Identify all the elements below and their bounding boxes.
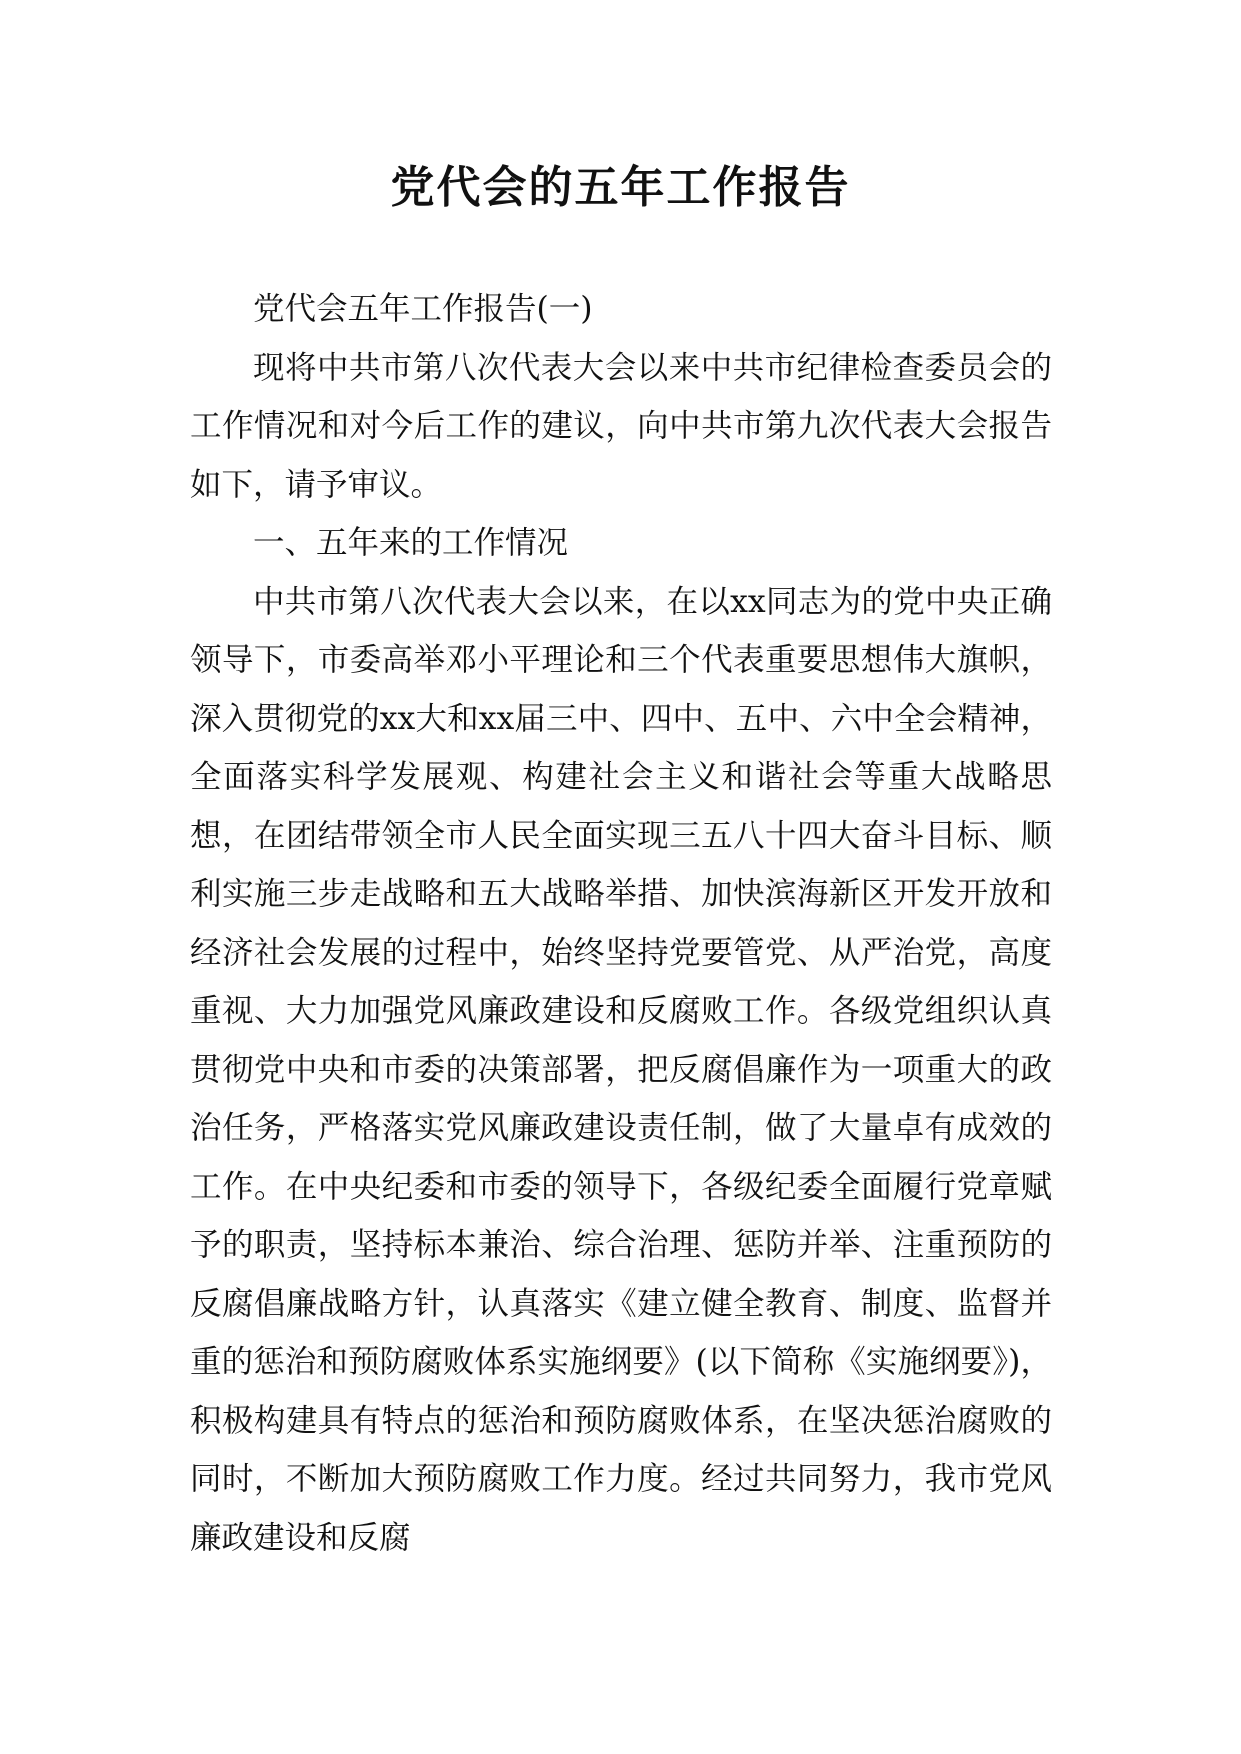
intro-paragraph: 现将中共市第八次代表大会以来中共市纪律检查委员会的工作情况和对今后工作的建议，向中共市第九次代表大会报告如下，请予审议。 (190, 349, 1052, 503)
section-heading-report-one: 党代会五年工作报告(一) (253, 291, 593, 327)
body-paragraph: 中共市第八次代表大会以来，在以xx同志为的党中央正确领导下，市委高举邓小平理论和三个代表重要思想伟大旗帜，深入贯彻党的xx大和xx届三中、四中、五中、六中全会精神，全面落实科学发展观、构建社会主义和谐社会等重大战略思想，在团结带领全市人民全面实现三五八十四大奋斗目标、顺利实施三步走战略和五大战略举措、加快滨海新区开发开放和经济社会发展的过程中，始终坚持党要管党、从严治党，高度重视、大力加强党风廉政建设和反腐败工作。各级党组织认真贯彻党中央和市委的决策部署，把反腐倡廉作为一项重大的政治任务，严格落实党风廉政建设责任制，做了大量卓有成效的工作。在中央纪委和市委的领导下，各级纪委全面履行党章赋予的职责，坚持标本兼治、综合治理、惩防并举、注重预防的反腐倡廉战略方针，认真落实《建立健全教育、制度、监督并重的惩治和预防腐败体系实施纲要》(以下简称《实施纲要》)，积极构建具有特点的惩治和预防腐败体系，在坚决惩治腐败的同时，不断加大预防腐败工作力度。经过共同努力，我市党风廉政建设和反腐 (190, 583, 1052, 1556)
document-title: 党代会的五年工作报告 (390, 162, 851, 213)
section-heading-work-overview: 一、五年来的工作情况 (253, 525, 569, 561)
document-body (190, 280, 1052, 1567)
